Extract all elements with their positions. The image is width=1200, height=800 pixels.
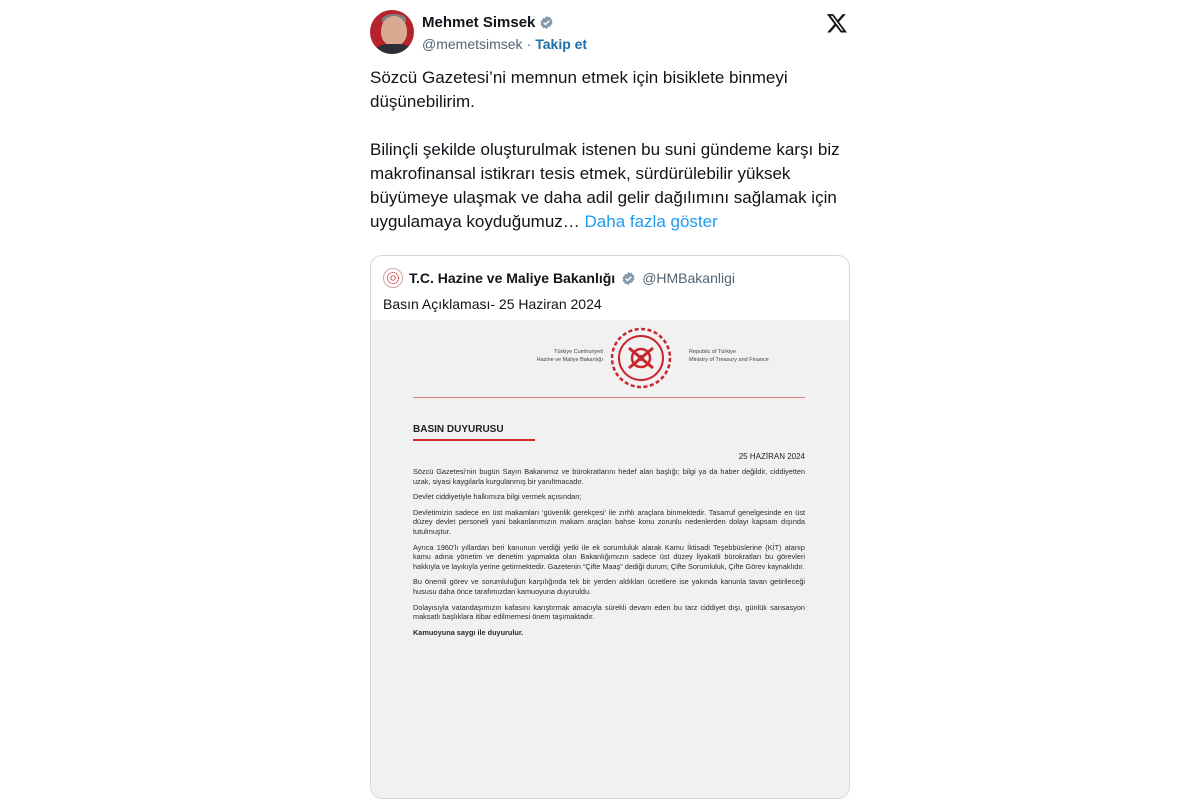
tweet-text (370, 66, 840, 234)
closing-line: Kamuoyuna saygı ile duyurulur. (413, 627, 524, 637)
show-more-link[interactable]: Daha fazla göster (584, 212, 718, 231)
quoted-header (383, 268, 735, 288)
press-release-image[interactable] (371, 320, 849, 798)
ministry-emblem-icon (609, 326, 673, 390)
document-body (413, 467, 805, 643)
ministry-avatar-icon (383, 268, 403, 288)
author-name[interactable]: Mehmet Simsek (422, 14, 536, 31)
tweet-body: Sözcü Gazetesi’ni memnun etmek için bisiklete binmeyi düşünebilirim. Bilinçli şekilde oluşturulmak istenen bu suni gündeme karşı biz makrofinansal istikrarı tesis etmek, sürdürülebilir yüksek büyümeye ulaşmak ve daha adil gelir dağılımını sağlamak için uygulamaya koyduğumuz… (370, 68, 840, 231)
quoted-text: Basın Açıklaması- 25 Haziran 2024 (383, 296, 602, 312)
follow-button[interactable]: Takip et (535, 36, 588, 52)
quoted-author-name[interactable]: T.C. Hazine ve Maliye Bakanlığı (409, 270, 616, 286)
author-row (422, 14, 554, 31)
header-left-text: Türkiye Cumhuriyeti Hazine ve Maliye Bakanlığı (536, 349, 603, 363)
document-date: 25 HAZİRAN 2024 (738, 452, 805, 461)
title-underline (413, 439, 535, 441)
avatar[interactable] (370, 10, 414, 54)
paragraph: Ayrıca 1960’lı yıllardan beri kanunun verdiği yetki ile ek sorumluluk alarak Kamu İktisadi Teşebbüslerine (KİT) atanıp kamu adına yönetim ve denetim yapmakta olan Bakanlığımızın sadece üst düzey liyakatli bürokratları bu görevleri hakkıyla ve layıkıyla yerine getirmektedir. Gazetenin “Çifte Maaş” dediği durum; Çifte Sorumluluk, Çifte Görev kaynaklıdır. (413, 542, 805, 571)
header-right-text: Republic of Türkiye Ministry of Treasury and Finance (689, 349, 769, 363)
x-logo-icon[interactable] (826, 12, 848, 34)
quoted-tweet[interactable] (370, 255, 850, 799)
paragraph: Devletimizin sadece en üst makamları ‘güvenlik gerekçesi’ ile zırhlı araçlara binmektedir. Tasarruf genelgesinde en üst düzey devlet personeli yani bakanlarımızın makam araçları bahse konu zorunlu nedenlerden dolayı kapsam dışında tutulmuştur. (413, 507, 805, 536)
tweet-card (354, 0, 848, 800)
author-handle[interactable]: @memetsimsek (422, 36, 523, 52)
document-title: BASIN DUYURUSU (413, 424, 504, 435)
paragraph: Bu önemli görev ve sorumluluğun karşılığında tek bir yerden aldıkları ücretlere ise yakında kanunla tavan getirileceği hususu daha önce tarafımızdan kamuoyuna duyuruldu. (413, 577, 805, 596)
verified-badge-icon (621, 271, 636, 286)
paragraph: Devlet ciddiyetiyle halkımıza bilgi vermek açısından; (413, 492, 582, 502)
separator-dot: · (526, 36, 532, 52)
paragraph: Sözcü Gazetesi’nin bugün Sayın Bakanımız ve bürokratlarını hedef alan başlığı; bilgi ya da haber değildir, ciddiyetten uzak, siyasi kaygılarla kurgulanmış bir yanıltmacadır. (413, 467, 805, 486)
verified-badge-icon (539, 15, 554, 30)
paragraph: Dolayısıyla vatandaşımızın kafasını karıştırmak amacıyla sürekli devam eden bu tarz ciddiyet dışı, günlük sansasyon maksatlı başlıklara itibar edilmemesi önem taşımaktadır. (413, 602, 805, 622)
handle-row (422, 36, 587, 52)
quoted-author-handle[interactable]: @HMBakanligi (642, 270, 735, 286)
header-divider (413, 397, 805, 398)
